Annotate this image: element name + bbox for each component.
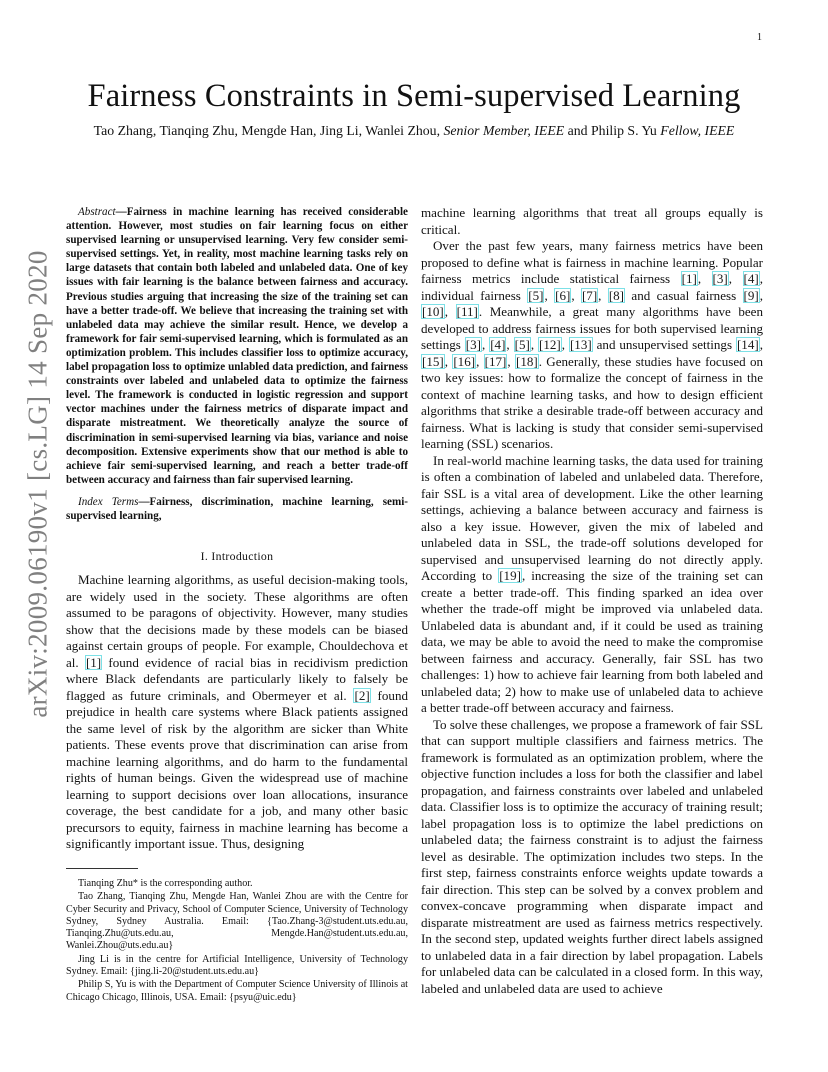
text-run: and casual fairness (625, 287, 743, 303)
citation-link[interactable]: [1] (681, 271, 697, 286)
citation-link[interactable]: [10] (422, 304, 444, 319)
text-run: . Generally, these studies have focused on two key issues: how to formalize the concept of fairness in the context of machine learning tasks, and how to design efficient algorithms that strike a desirable trade-off between accuracy and fairness. What is lacking is study that consider semi-supervised learning (SSL) scenarios. (421, 353, 763, 451)
citation-link[interactable]: [5] (514, 337, 530, 352)
citation-link[interactable]: [4] (743, 271, 759, 286)
left-column (66, 205, 408, 853)
author-role-zhou: Senior Member, IEEE (443, 123, 565, 138)
author-and-yu: and Philip S. Yu (564, 123, 661, 138)
right-paragraph-continuation: machine learning algorithms that treat all groups equally is critical. (421, 205, 763, 237)
text-run: found prejudice in health care systems where Black patients assigned the same level of risk by the algorithm are sicker than White patients. These events prove that discrimination can arise from machine learning algorithms, and do harm to the fundamental rights of human beings. Given the widespread use of machine learning to support decisions over loan allocations, insurance coverage, the best candidate for a job, and many other basic precursors to equity, fairness in machine learning has become a significantly important issue. Thus, designing (66, 687, 408, 852)
footnote-affiliation-jingli: Jing Li is in the centre for Artificial Intelligence, University of Technology Sydney. Email: {jing.li-20@student.uts.edu.au} (66, 953, 408, 978)
footnote-corresponding: Tianqing Zhu* is the corresponding author. (78, 878, 253, 889)
citation-link[interactable]: [11] (456, 304, 478, 319)
text-run: , (507, 353, 515, 369)
author-list (70, 121, 758, 140)
footnotes (66, 878, 408, 1005)
text-run: , (506, 337, 514, 352)
intro-paragraph-2 (421, 238, 763, 453)
text-run: , (530, 337, 539, 352)
text-run: , (561, 337, 569, 352)
citation-link[interactable]: [6] (555, 287, 571, 303)
abstract-label: Abstract (78, 206, 116, 218)
citation-link[interactable]: [9] (743, 287, 759, 303)
citation-link[interactable]: [17] (484, 353, 507, 369)
citation-link[interactable]: [2] (354, 687, 370, 703)
text-run: Machine learning algorithms, as useful decision-making tools, are widely used in the society. These algorithms are often assumed to be paragons of objectivity. However, many studies show that the decisions made by these models can be biased against certain groups of people. For example, Chouldechova et al. (66, 572, 408, 670)
index-terms (66, 495, 408, 523)
citation-link[interactable]: [4] (490, 337, 506, 352)
text-run: , (728, 271, 743, 286)
text-run: , (444, 353, 453, 369)
right-column (421, 205, 763, 997)
text-run: Over the past few years, many fairness metrics have been proposed to define what is fairness in machine learning. Popular fairness metrics include statistical fairness (421, 238, 763, 286)
citation-link[interactable]: [12] (539, 337, 561, 352)
citation-link[interactable]: [14] (736, 337, 759, 352)
text-run: , (482, 337, 490, 352)
text-run: , (598, 287, 608, 303)
text-run: and unsupervised settings (592, 337, 736, 352)
citation-link[interactable]: [3] (465, 337, 482, 352)
text-run: , (759, 287, 764, 303)
section-heading-introduction: I. Introduction (200, 549, 274, 564)
text-run: , increasing the size of the training set can create a better trade-off. This finding sparked an idea over whether the trade-off might be improved via unlabeled data. Unlabeled data is abundant and, if it could be used as training data, we may be able to avoid the need to make the compromise between fairness and accuracy. Generally, fair SSL has two challenges: 1) how to achieve fair learning from both labeled and unlabeled data; 2) how to make use of unlabeled data to achieve a better trade-off between accuracy and fairness. (421, 568, 763, 715)
citation-link[interactable]: [16] (453, 353, 476, 369)
citation-link[interactable]: [7] (581, 287, 598, 303)
citation-link[interactable]: [18] (515, 353, 538, 369)
text-run: . Meanwhile, a great many algorithms have been developed to address fairness issues for both supervised learning settings (421, 304, 763, 352)
abstract-text: —Fairness in machine learning has received considerable attention. However, most studies on fair learning focus on either supervised learning or unsupervised learning. Very few consider semi-supervised settings. Yet, in reality, most machine learning tasks rely on large datasets that contain both labeled and unlabeled data. One of key issues with fair learning is the balance between fairness and accuracy. Previous studies arguing that increasing the size of the training set can have a better trade-off. We believe that increasing the training set with unlabeled data may achieve the similar result. Hence, we develop a framework for fair semi-supervised learning, which is formulated as an optimization problem. This includes classifier loss to optimize accuracy, label propagation loss to optimize unlabled data prediction, and fairness constraints over labeled and unlabeled data to optimize the fairness level. The framework is conducted in logistic regression and support vector machines under the fairness metrics of disparate impact and disparate mistreatment. We theoretically analyze the source of discrimination in semi-supervised learning via bias, variance and noise decomposition. Extensive experiments show that our method is able to achieve fair semi-supervised learning, and reach a better trade-off between accuracy and fairness than fair supervised learning. (66, 206, 408, 486)
citation-link[interactable]: [13] (569, 337, 592, 352)
index-terms-label: Index Terms (78, 495, 139, 508)
index-terms-text: —Fairness, discrimination, machine learning, semi-supervised learning, (66, 495, 408, 522)
intro-paragraph-1 (66, 572, 408, 853)
intro-paragraph-3 (421, 453, 763, 717)
text-run: , (759, 337, 763, 352)
arxiv-id: arXiv:2009.06190v1 [cs.LG] 14 Sep 2020 (22, 250, 53, 718)
citation-link[interactable]: [19] (499, 568, 521, 583)
text-run: In real-world machine learning tasks, the data used for training is often a combination of labeled and unlabeled data. Therefore, fair SSL is a vital area of development. Like the other learning settings, achieving a balance between accuracy and fairness is also a key issue. However, given the mix of labeled and unlabeled data in SSL, the trade-off solutions developed for supervised and unsupervised learning do not directly apply. According to (421, 452, 763, 583)
footnote-affiliation-yu: Philip S, Yu is with the Department of Computer Science University of Illinois at Chicago Chicago, Illinois, USA. Email: {psyu@uic.edu} (66, 979, 408, 1003)
text-run: , individual fairness (421, 271, 763, 303)
text-run: , (571, 287, 581, 303)
intro-paragraph-4: To solve these challenges, we propose a framework of fair SSL that can support multiple classifiers and fairness metrics. The framework is formulated as an optimization problem, where the objective function includes a loss for both the classifier and label propagation, and fairness constraints over labeled and unlabeled data. Classifier loss is to optimize the accuracy of training result; label propagation loss is to optimize the label predictions on unlabeled data; the fairness constraint is to adjust the fairness level as desirable. The optimization includes two steps. In the first step, fairness constraints enforce weights update towards a fair direction. This step can be solved by a convex problem and convex-concave programming when disparate impact and disparate mistreatment are used as fairness metrics respectively. In the second step, updated weights further direct labels assigned to unlabeled data in a fair direction by label propagation. Labels for unlabeled data can be calculated in a closed form. In this way, labeled and unlabeled data are used to achieve (421, 716, 763, 996)
author-role-yu: Fellow, IEEE (660, 123, 735, 138)
text-run: , (544, 287, 555, 303)
footnote-rule (66, 868, 138, 869)
citation-link[interactable]: [8] (608, 287, 625, 303)
paper-title: Fairness Constraints in Semi-supervised Learning (87, 78, 741, 114)
text-run: found evidence of racial bias in recidivism prediction where Black defendants are particularly likely to falsely be flagged as future criminals, and Obermeyer et al. (66, 654, 408, 703)
page-number: 1 (757, 32, 762, 43)
text-run: , (444, 304, 456, 319)
text-run: , (476, 353, 484, 369)
abstract (66, 205, 408, 487)
text-run: , (697, 271, 712, 286)
citation-link[interactable]: [1] (85, 654, 102, 670)
citation-link[interactable]: [15] (422, 353, 444, 369)
author-names: Tao Zhang, Tianqing Zhu, Mengde Han, Jing Li, Wanlei Zhou, (93, 123, 441, 138)
citation-link[interactable]: [3] (712, 271, 728, 286)
citation-link[interactable]: [5] (528, 287, 544, 303)
footnote-affiliation-uts: Tao Zhang, Tianqing Zhu, Mengde Han, Wanlei Zhou are with the Centre for Cyber Security and Privacy, School of Computer Science, University of Technology Sydney, Sydney Australia. Email: {Tao.Zhang-3@student.uts.edu.au, Tianqing.Zhu@uts.edu.au, Mengde.Han@student.uts.edu.au, Wanlei.Zhou@uts.edu.au} (66, 891, 408, 952)
